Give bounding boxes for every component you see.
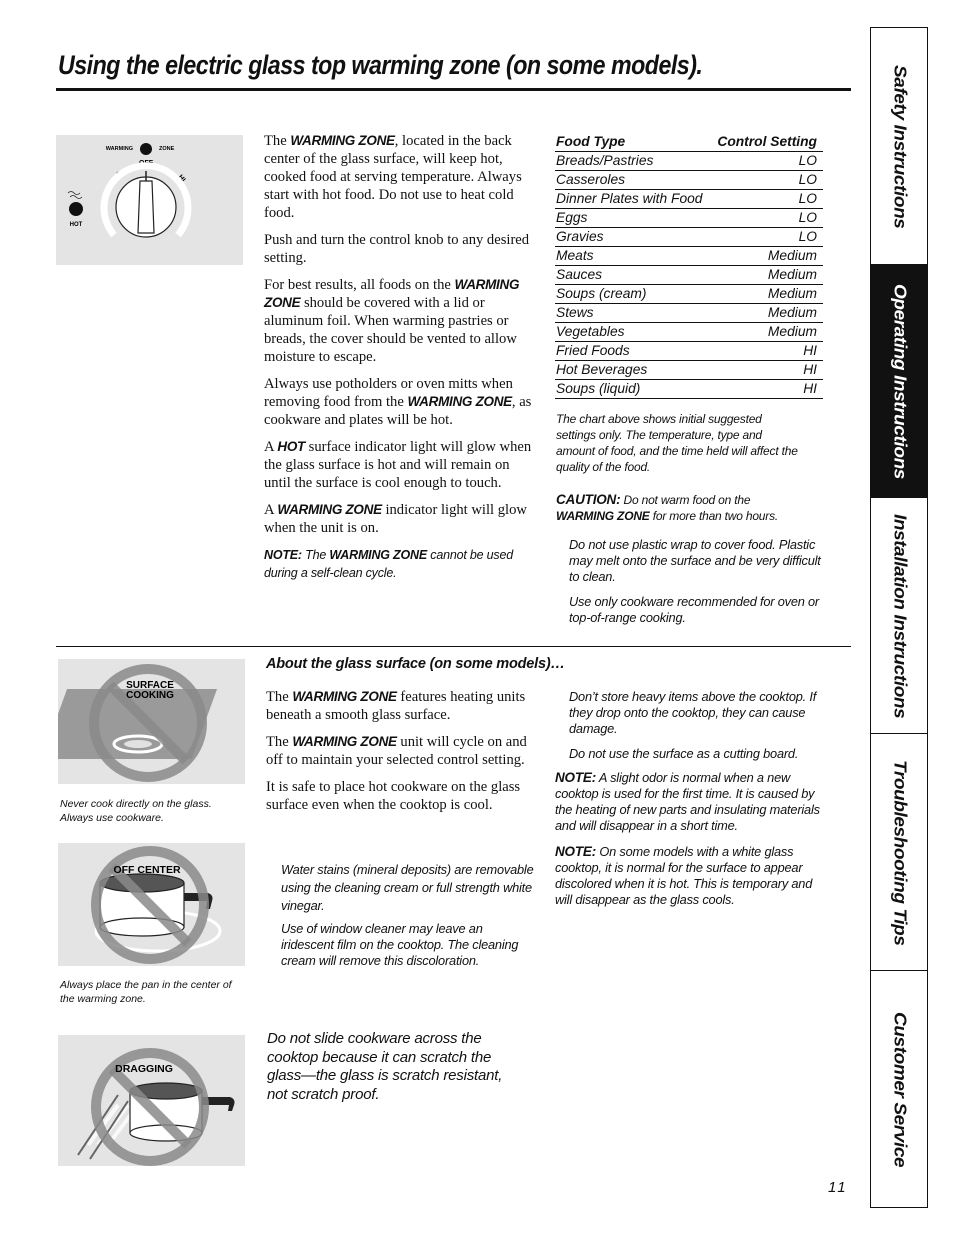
surface-cooking-image <box>58 659 245 784</box>
table-row <box>555 323 823 342</box>
odor-notes <box>555 770 825 908</box>
table-row <box>555 209 823 228</box>
intro-paragraph: A WARMING ZONE indicator light will glow when the unit is on. <box>264 502 527 536</box>
control-setting-cell: Medium <box>767 248 817 263</box>
section-divider <box>56 646 851 647</box>
table-row <box>555 361 823 380</box>
food-type-cell: Dinner Plates with Food <box>556 191 703 206</box>
food-type-cell: Eggs <box>556 210 588 225</box>
control-setting-cell: LO <box>798 172 817 187</box>
page-number: 11 <box>828 1179 848 1196</box>
svg-text:COOKING: COOKING <box>126 690 174 701</box>
svg-text:DRAGGING: DRAGGING <box>115 1063 173 1075</box>
plastic-notes <box>569 537 824 626</box>
glass-paragraph: It is safe to place hot cookware on the glass surface even when the cooktop is cool. <box>266 779 521 813</box>
dragging-image <box>58 1035 245 1166</box>
control-setting-cell: HI <box>803 362 817 377</box>
intro-text <box>264 132 536 582</box>
glass-text <box>266 688 534 823</box>
chart-note: The chart above shows initial suggested settings only. The temperature, type and amount of food, and the time held will affect the quality of the food. <box>556 412 798 474</box>
food-type-cell: Fried Foods <box>556 343 630 358</box>
intro-paragraph: Always use potholders or oven mitts when removing food from the WARMING ZONE, as cookware and plates will be hot. <box>264 376 532 428</box>
svg-text:HI: HI <box>176 173 187 184</box>
glass-paragraph: The WARMING ZONE unit will cycle on and off to maintain your selected control setting. <box>266 734 527 768</box>
tab-operating-instructions[interactable] <box>871 264 927 498</box>
tab-label: Installation Instructions <box>890 513 909 719</box>
svg-text:LO: LO <box>112 170 124 183</box>
knob-diagram <box>56 135 243 265</box>
intro-paragraph: The WARMING ZONE, located in the back center of the glass surface, will keep hot, cooked food at serving temperature. Always start with hot food. Do not use to heat cold food. <box>264 133 522 221</box>
table-row <box>555 171 823 190</box>
control-knob-icon <box>56 135 243 265</box>
control-setting-cell: Medium <box>767 286 817 301</box>
table-row <box>555 190 823 209</box>
food-type-cell: Vegetables <box>556 324 625 339</box>
image-caption: Never cook directly on the glass. Always use cookware. <box>60 798 212 824</box>
off-center-image <box>58 843 245 966</box>
discolor-note: NOTE: On some models with a white glass cooktop, it is normal for the surface to appear discolored when it is hot. This is temporary and will disappear as the glass cools. <box>555 844 813 907</box>
sliding-note: Do not slide cookware across the cooktop because it can scratch the glass—the glass is scratch resistant, not scratch proof. <box>267 1030 503 1103</box>
image-caption: Always place the pan in the center of the warming zone. <box>60 979 232 1005</box>
control-setting-cell: LO <box>798 229 817 244</box>
tab-customer-service[interactable] <box>871 970 927 1208</box>
table-row <box>555 285 823 304</box>
control-setting-cell: Medium <box>767 324 817 339</box>
table-row <box>555 342 823 361</box>
food-type-cell: Gravies <box>556 229 604 244</box>
control-setting-cell: Medium <box>767 267 817 282</box>
food-type-cell: Breads/Pastries <box>556 153 654 168</box>
plastic-wrap-note: Do not use plastic wrap to cover food. Plastic may melt onto the surface and be very difficult to clean. <box>569 537 821 584</box>
food-type-cell: Soups (liquid) <box>556 381 641 396</box>
table-row <box>555 152 823 171</box>
window-cleaner-note: Use of window cleaner may leave an iridescent film on the cooktop. The cleaning cream will remove this discoloration. <box>281 921 519 968</box>
svg-text:ZONE: ZONE <box>159 146 175 152</box>
tab-safety-instructions[interactable] <box>871 27 927 265</box>
tab-label: Operating Instructions <box>890 284 909 479</box>
food-type-cell: Meats <box>556 248 594 263</box>
food-type-cell: Stews <box>556 305 594 320</box>
caution-note: CAUTION: Do not warm food on the WARMING ZONE for more than two hours. <box>556 492 779 523</box>
care-notes <box>569 689 825 762</box>
tab-label: Safety Instructions <box>890 64 909 229</box>
water-stain-note: Water stains (mineral deposits) are removable using the cleaning cream or full strength white vinegar. <box>281 862 534 913</box>
control-setting-cell: LO <box>798 153 817 168</box>
tab-label: Customer Service <box>890 1011 909 1168</box>
svg-text:SURFACE: SURFACE <box>126 680 174 691</box>
table-row <box>555 266 823 285</box>
svg-text:HOT: HOT <box>69 222 83 228</box>
control-setting-cell: HI <box>803 343 817 358</box>
svg-text:OFF CENTER: OFF CENTER <box>113 864 181 876</box>
cleaning-notes <box>281 861 535 969</box>
control-setting-table <box>555 133 823 399</box>
title-divider <box>56 88 851 91</box>
intro-paragraph: A HOT surface indicator light will glow when the glass surface is hot and will remain on until the surface is cool enough to touch. <box>264 439 532 491</box>
table-notes <box>556 411 801 524</box>
hot-light-icon <box>68 192 83 217</box>
table-row <box>555 380 823 399</box>
food-type-cell: Hot Beverages <box>556 362 648 377</box>
page-title: Using the electric glass top warming zone (on some models). <box>58 50 703 80</box>
table-row <box>555 304 823 323</box>
food-type-cell: Casseroles <box>556 172 626 187</box>
food-type-cell: Sauces <box>556 267 603 282</box>
control-setting-cell: LO <box>798 191 817 206</box>
intro-paragraph: For best results, all foods on the WARMING ZONE should be covered with a lid or aluminum foil. When warming pastries or breads, the cover should be vented to allow moisture to escape. <box>264 277 520 365</box>
control-setting-cell: HI <box>803 381 817 396</box>
glass-section-heading: About the glass surface (on some models)… <box>266 656 565 672</box>
heavy-items-note: Don’t store heavy items above the cooktop. If they drop onto the cooktop, they can cause damage. <box>569 689 817 736</box>
odor-note: NOTE: A slight odor is normal when a new cooktop is used for the first time. It is caused by the heating of new parts and insulating materials and will disappear in a short time. <box>555 770 820 833</box>
intro-paragraph: Push and turn the control knob to any desired setting. <box>264 232 530 266</box>
tab-label: Troubleshooting Tips <box>890 759 909 946</box>
table-header: Food Type Control Setting <box>555 133 823 152</box>
cookware-note: Use only cookware recommended for oven or top-of-range cooking. <box>569 594 819 625</box>
food-type-cell: Soups (cream) <box>556 286 647 301</box>
cutting-board-note: Do not use the surface as a cutting board. <box>569 746 799 761</box>
control-setting-cell: LO <box>798 210 817 225</box>
svg-text:WARMING: WARMING <box>105 146 133 152</box>
tab-troubleshooting-tips[interactable] <box>871 733 927 971</box>
svg-text:OFF: OFF <box>139 160 153 167</box>
control-setting-cell: Medium <box>767 305 817 320</box>
table-row <box>555 228 823 247</box>
self-clean-note: NOTE: The WARMING ZONE cannot be used during a self-clean cycle. <box>264 548 513 580</box>
section-tabs <box>870 27 928 1208</box>
glass-paragraph: The WARMING ZONE features heating units beneath a smooth glass surface. <box>266 689 526 723</box>
tab-installation-instructions[interactable] <box>871 497 927 734</box>
table-row <box>555 247 823 266</box>
